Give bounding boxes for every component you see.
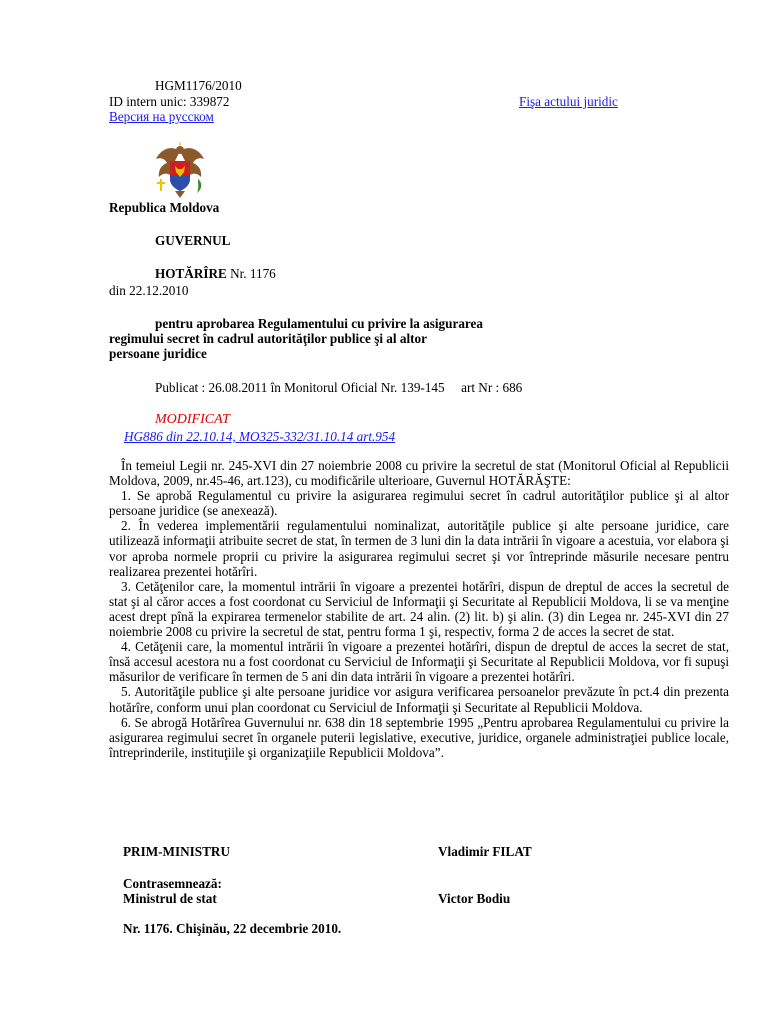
prime-minister-name: Vladimir FILAT xyxy=(438,844,532,859)
paragraph-1: 1. Se aprobă Regulamentul cu privire la asigurarea regimului secret în cadrul autorităţilor publice şi al altor persoane juridice (se anexează). xyxy=(109,488,729,519)
country-name: Republica Moldova xyxy=(109,200,220,215)
body-text xyxy=(109,458,729,760)
paragraph-4: 4. Cetăţenii care, la momentul intrării în vigoare a prezentei hotărîri, dispun de dreptul de acces la secret de stat, însă accesul acestora nu a fost coordonat cu Serviciul de Informaţii şi Securitate al Republicii Moldova, vor fi supuşi măsurilor de verificare în termen de 5 ani din data intrării în vigoare a prezentei hotărîri. xyxy=(109,639,729,685)
doc-title xyxy=(155,266,276,281)
paragraph-6: 6. Se abrogă Hotărîrea Guvernului nr. 638 din 18 septembrie 1995 „Pentru aprobarea Regulamentului cu privire la asigurarea regimului secret în organele puterii legislative, executive, juridice, organele administraţiei publice locale, întreprinderile, instituţiile şi organizaţiile Republicii Moldova”. xyxy=(109,714,729,760)
doc-type: HOTĂRÎRE xyxy=(155,266,227,281)
modified-label: MODIFICAT xyxy=(155,412,230,427)
subject-line-2: regimului secret în cadrul autorităţilor publice şi al altor xyxy=(109,331,427,346)
publication-info: Publicat : 26.08.2011 în Monitorul Oficial Nr. 139-145 art Nr : 686 xyxy=(155,380,523,395)
paragraph-2: 2. În vederea implementării regulamentului nominalizat, autorităţile publice şi alte persoane juridice, care utilizează informaţii atribuite secret de stat, în termen de 3 luni din la data intrării în vigoare a acestuia, vor elabora şi vor aproba normele proprii cu privire la asigurarea regimului secret şi vor întreprinde măsurile necesare pentru realizarea prezentei hotărîri. xyxy=(109,518,729,579)
paragraph-preamble: În temeiul Legii nr. 245-XVI din 27 noiembrie 2008 cu privire la secretul de stat (Monitorul Oficial al Republicii Moldova, 2009, nr.45-46, art.123), cu modificările ulterioare, Guvernul HOTĂRĂŞTE: xyxy=(109,458,729,489)
issuer: GUVERNUL xyxy=(155,233,231,248)
doc-number: Nr. 1176 xyxy=(226,266,276,281)
internal-id: ID intern unic: 339872 xyxy=(109,94,230,109)
minister-name: Victor Bodiu xyxy=(438,891,511,906)
countersign-label: Contrasemnează: xyxy=(123,876,222,891)
fisa-actului-link[interactable]: Fişa actului juridic xyxy=(519,94,618,109)
prime-minister-title: PRIM-MINISTRU xyxy=(123,844,230,859)
paragraph-5: 5. Autorităţile publice şi alte persoane juridice vor asigura verificarea persoanelor prevăzute în pct.4 din prezenta hotărîre, conform unui plan coordonat cu Serviciul de Informaţii şi Securitate al Republicii Moldova. xyxy=(109,684,729,715)
act-code: HGM1176/2010 xyxy=(155,78,242,93)
minister-title: Ministrul de stat xyxy=(123,891,217,906)
subject-line-1: pentru aprobarea Regulamentului cu privire la asigurarea xyxy=(155,316,483,331)
paragraph-3: 3. Cetăţenilor care, la momentul intrării în vigoare a prezentei hotărîri, dispun de dreptul de acces la secretul de stat şi al căror acces a fost coordonat cu Serviciul de Informaţii şi Securitate al Republicii Moldova, li se va menţine acest drept pînă la expirarea termenelor stabilite de art. 24 alin. (2) lit. b) şi alin. (3) din Legea nr. 245-XVI din 27 noiembrie 2008 cu privire la secretul de stat, pentru forma 1 şi, respectiv, forma 2 de acces la secret de stat. xyxy=(109,578,729,640)
modification-link[interactable]: HG886 din 22.10.14, MO325-332/31.10.14 art.954 xyxy=(124,429,396,444)
footer-line: Nr. 1176. Chişinău, 22 decembrie 2010. xyxy=(123,921,342,936)
russian-version-link[interactable]: Версия на русском xyxy=(109,109,214,124)
subject-line-3: persoane juridice xyxy=(109,346,207,361)
doc-date: din 22.12.2010 xyxy=(109,283,189,298)
coat-of-arms-icon xyxy=(153,141,207,199)
